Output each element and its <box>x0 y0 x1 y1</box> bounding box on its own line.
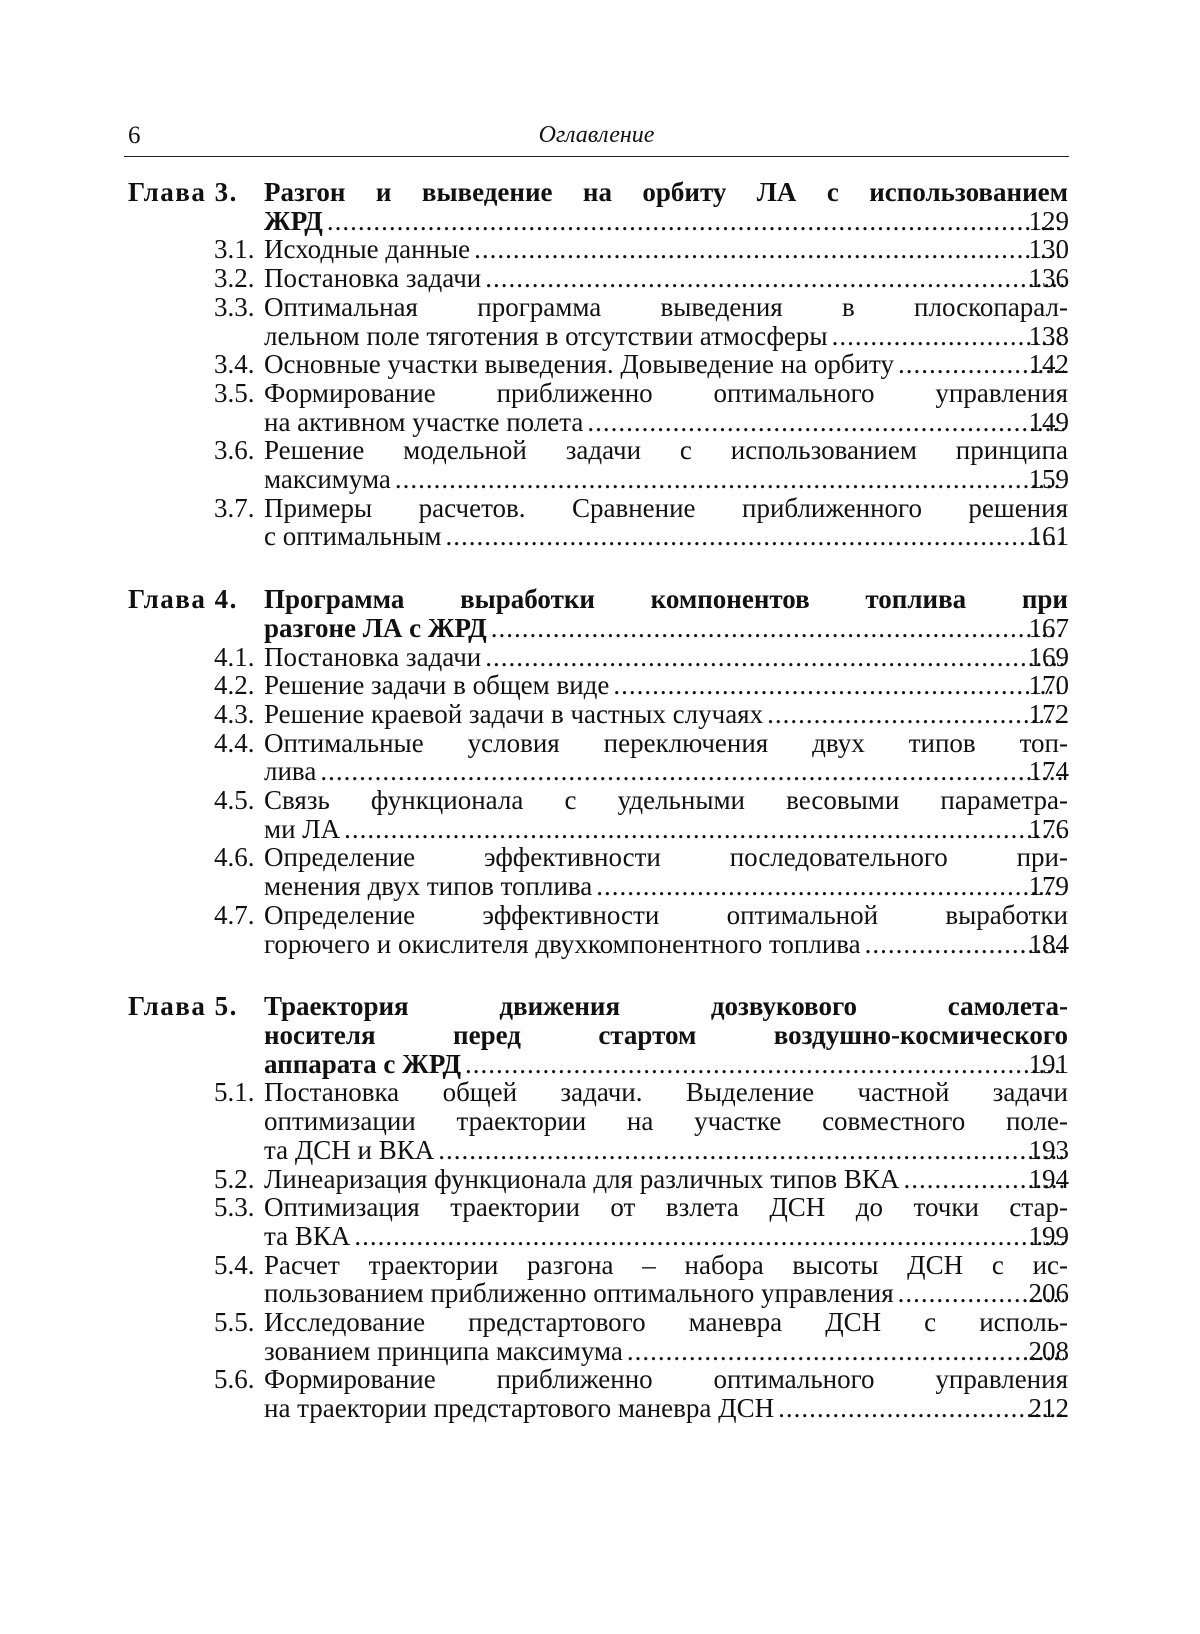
toc-entry <box>124 786 1069 843</box>
section-number: 4.4. <box>214 727 255 758</box>
section-title-line: Расчет траектории разгона – набора высоты ДСН с ис- <box>264 1249 1068 1280</box>
section-number: 4.2. <box>214 670 255 701</box>
dot-leader <box>587 408 1064 437</box>
section-title-last-text: Решение краевой задачи в частных случаях <box>264 698 764 729</box>
section-number: 3.6. <box>214 435 255 466</box>
chapter-title-last-text: ЖРД <box>264 205 323 236</box>
section-number: 5.3. <box>214 1192 255 1223</box>
section-title-last-line <box>264 1394 1068 1423</box>
section-title-last-text: Линеаризация функционала для различных типов ВКА <box>264 1163 900 1194</box>
chapter-title-last-text: разгоне ЛА с ЖРД <box>264 612 487 643</box>
section-title-line: Исследование предстартового маневра ДСН с исполь- <box>264 1307 1068 1338</box>
section-title-last-text: лельном поле тяготения в отсутствии атмосферы <box>264 320 828 351</box>
section-number: 5.5. <box>214 1307 255 1338</box>
section-title-page: 130 <box>1028 234 1069 265</box>
section-title-page: 176 <box>1028 813 1069 844</box>
section-title-last-line <box>264 872 1068 901</box>
section-title-last-line <box>264 235 1068 264</box>
section-number: 3.2. <box>214 263 255 294</box>
section-title-last-line <box>264 757 1068 786</box>
page-number: 6 <box>128 122 141 149</box>
chapter-title-page: 191 <box>1028 1048 1069 1079</box>
chapter-heading <box>124 585 1069 642</box>
toc-entry <box>124 235 1069 264</box>
section-title-line: Связь функционала с удельными весовыми параметра- <box>264 785 1068 816</box>
toc-entry <box>124 1193 1069 1250</box>
section-title-line: Определение эффективности последовательного при- <box>264 842 1068 873</box>
section-title-page: 159 <box>1028 464 1069 495</box>
toc-entry <box>124 436 1069 493</box>
chapter-title-last-line <box>264 614 1068 643</box>
section-number: 3.4. <box>214 349 255 380</box>
chapter-title-last-text: аппарата с ЖРД <box>264 1048 462 1079</box>
chapter-title-line: Программа выработки компонентов топлива при <box>264 584 1068 615</box>
section-number: 3.5. <box>214 377 255 408</box>
section-title-line: Формирование приближенно оптимального управления <box>264 1364 1068 1395</box>
section-title-last-line <box>264 1165 1068 1194</box>
section-title-page: 142 <box>1028 349 1069 380</box>
chapter-title-page: 129 <box>1028 205 1069 236</box>
toc-entry <box>124 1308 1069 1365</box>
chapter-title-last-line <box>264 1050 1068 1079</box>
dot-leader <box>485 643 1064 672</box>
section-title-last-text: Постановка задачи <box>264 263 482 294</box>
toc-entry <box>124 671 1069 700</box>
chapter-label: Глава 4. <box>128 584 238 615</box>
section-title-page: 193 <box>1028 1134 1069 1165</box>
section-title-last-line <box>264 322 1068 351</box>
section-title-page: 136 <box>1028 263 1069 294</box>
section-title-last-line <box>264 815 1068 844</box>
section-title-last-text: ми ЛА <box>264 813 341 844</box>
section-title-page: 161 <box>1028 521 1069 552</box>
dot-leader <box>627 1337 1064 1366</box>
toc-entry <box>124 1165 1069 1194</box>
section-title-last-text: горючего и окислителя двухкомпонентного топлива <box>264 928 861 959</box>
dot-leader <box>320 757 1064 786</box>
toc-entry <box>124 1365 1069 1422</box>
section-title-line: Формирование приближенно оптимального управления <box>264 377 1068 408</box>
section-title-last-line <box>264 1222 1068 1251</box>
section-number: 3.3. <box>214 291 255 322</box>
dot-leader <box>474 235 1064 264</box>
dot-leader <box>344 815 1064 844</box>
toc-entry <box>124 264 1069 293</box>
chapter-label: Глава 3. <box>128 177 238 207</box>
section-number: 4.1. <box>214 641 255 672</box>
section-title-last-text: Основные участки выведения. Довыведение на орбиту <box>264 349 895 380</box>
dot-leader <box>446 522 1064 551</box>
section-title-last-text: лива <box>264 756 317 787</box>
section-title-last-line <box>264 264 1068 293</box>
chapter-title-page: 167 <box>1028 612 1069 643</box>
section-title-line: Примеры расчетов. Сравнение приближенного решения <box>264 492 1068 523</box>
section-title-last-text: с оптимальным <box>264 521 442 552</box>
chapter-title-line: Разгон и выведение на орбиту ЛА с использованием <box>264 177 1068 207</box>
table-of-contents <box>124 178 1069 1457</box>
section-title-last-text: зованием принципа максимума <box>264 1335 623 1366</box>
section-title-last-text: пользованием приближенно оптимального управления <box>264 1278 894 1309</box>
running-head <box>124 112 1069 157</box>
section-title-last-text: Постановка задачи <box>264 641 482 672</box>
dot-leader <box>491 614 1064 643</box>
chapter-title-line: носителя перед стартом воздушно-космического <box>264 1019 1068 1050</box>
section-title-last-text: менения двух типов топлива <box>264 871 593 902</box>
dot-leader <box>465 1050 1064 1079</box>
toc-entry <box>124 379 1069 436</box>
section-title-last-text: на траектории предстартового маневра ДСН <box>264 1393 775 1424</box>
dot-leader <box>596 872 1064 901</box>
chapter-title-line: Траектория движения дозвукового самолета- <box>264 991 1068 1022</box>
section-title-line: Решение модельной задачи с использованием принципа <box>264 435 1068 466</box>
chapter-heading <box>124 178 1069 235</box>
dot-leader <box>438 1136 1064 1165</box>
section-title-line: Оптимизация траектории от взлета ДСН до точки стар- <box>264 1192 1068 1223</box>
section-number: 5.4. <box>214 1249 255 1280</box>
section-title-page: 212 <box>1028 1393 1069 1424</box>
section-title-last-text: та ВКА <box>264 1220 351 1251</box>
section-title-last-text: Исходные данные <box>264 234 471 265</box>
toc-entry <box>124 901 1069 958</box>
section-title-last-line <box>264 350 1068 379</box>
dot-leader <box>613 671 1064 700</box>
chapter-label: Глава 5. <box>128 991 238 1022</box>
toc-entry <box>124 843 1069 900</box>
section-title-page: 138 <box>1028 320 1069 351</box>
running-title: Оглавление <box>538 122 655 148</box>
toc-entry <box>124 700 1069 729</box>
toc-entry <box>124 350 1069 379</box>
section-title-page: 170 <box>1028 670 1069 701</box>
section-title-last-line <box>264 700 1068 729</box>
section-title-page: 199 <box>1028 1220 1069 1251</box>
section-title-last-line <box>264 408 1068 437</box>
section-title-last-line <box>264 1136 1068 1165</box>
section-number: 5.1. <box>214 1077 255 1108</box>
section-title-page: 179 <box>1028 871 1069 902</box>
section-title-line: оптимизации траектории на участке совместного поле- <box>264 1106 1068 1137</box>
dot-leader <box>395 465 1064 494</box>
chapter <box>124 585 1069 958</box>
section-title-last-text: максимума <box>264 464 391 495</box>
chapter <box>124 178 1069 551</box>
section-number: 4.6. <box>214 842 255 873</box>
section-title-last-line <box>264 522 1068 551</box>
section-title-last-text: та ДСН и ВКА <box>264 1134 435 1165</box>
section-title-last-line <box>264 1337 1068 1366</box>
section-number: 4.3. <box>214 698 255 729</box>
section-title-last-line <box>264 930 1068 959</box>
section-number: 5.2. <box>214 1163 255 1194</box>
section-title-page: 172 <box>1028 698 1069 729</box>
chapter <box>124 992 1069 1423</box>
section-title-page: 208 <box>1028 1335 1069 1366</box>
toc-entry <box>124 293 1069 350</box>
dot-leader <box>354 1222 1064 1251</box>
section-title-page: 149 <box>1028 406 1069 437</box>
section-title-last-line <box>264 643 1068 672</box>
section-title-line: Оптимальная программа выведения в плоскопарал- <box>264 291 1068 322</box>
section-number: 4.7. <box>214 899 255 930</box>
section-number: 3.1. <box>214 234 255 265</box>
toc-entry <box>124 1078 1069 1164</box>
section-number: 4.5. <box>214 785 255 816</box>
section-title-line: Постановка общей задачи. Выделение частной задачи <box>264 1077 1068 1108</box>
section-title-line: Определение эффективности оптимальной выработки <box>264 899 1068 930</box>
toc-entry <box>124 729 1069 786</box>
section-title-line: Оптимальные условия переключения двух типов топ- <box>264 727 1068 758</box>
section-title-last-text: Решение задачи в общем виде <box>264 670 610 701</box>
section-number: 3.7. <box>214 492 255 523</box>
chapter-heading <box>124 992 1069 1078</box>
toc-entry <box>124 643 1069 672</box>
section-number: 5.6. <box>214 1364 255 1395</box>
section-title-page: 206 <box>1028 1278 1069 1309</box>
section-title-last-line <box>264 1279 1068 1308</box>
dot-leader <box>327 207 1064 236</box>
section-title-page: 174 <box>1028 756 1069 787</box>
section-title-last-line <box>264 465 1068 494</box>
section-title-page: 169 <box>1028 641 1069 672</box>
section-title-page: 194 <box>1028 1163 1069 1194</box>
section-title-page: 184 <box>1028 928 1069 959</box>
dot-leader <box>485 264 1064 293</box>
section-title-last-line <box>264 671 1068 700</box>
toc-entry <box>124 1251 1069 1308</box>
chapter-title-last-line <box>264 207 1068 236</box>
toc-entry <box>124 494 1069 551</box>
section-title-last-text: на активном участке полета <box>264 406 584 437</box>
